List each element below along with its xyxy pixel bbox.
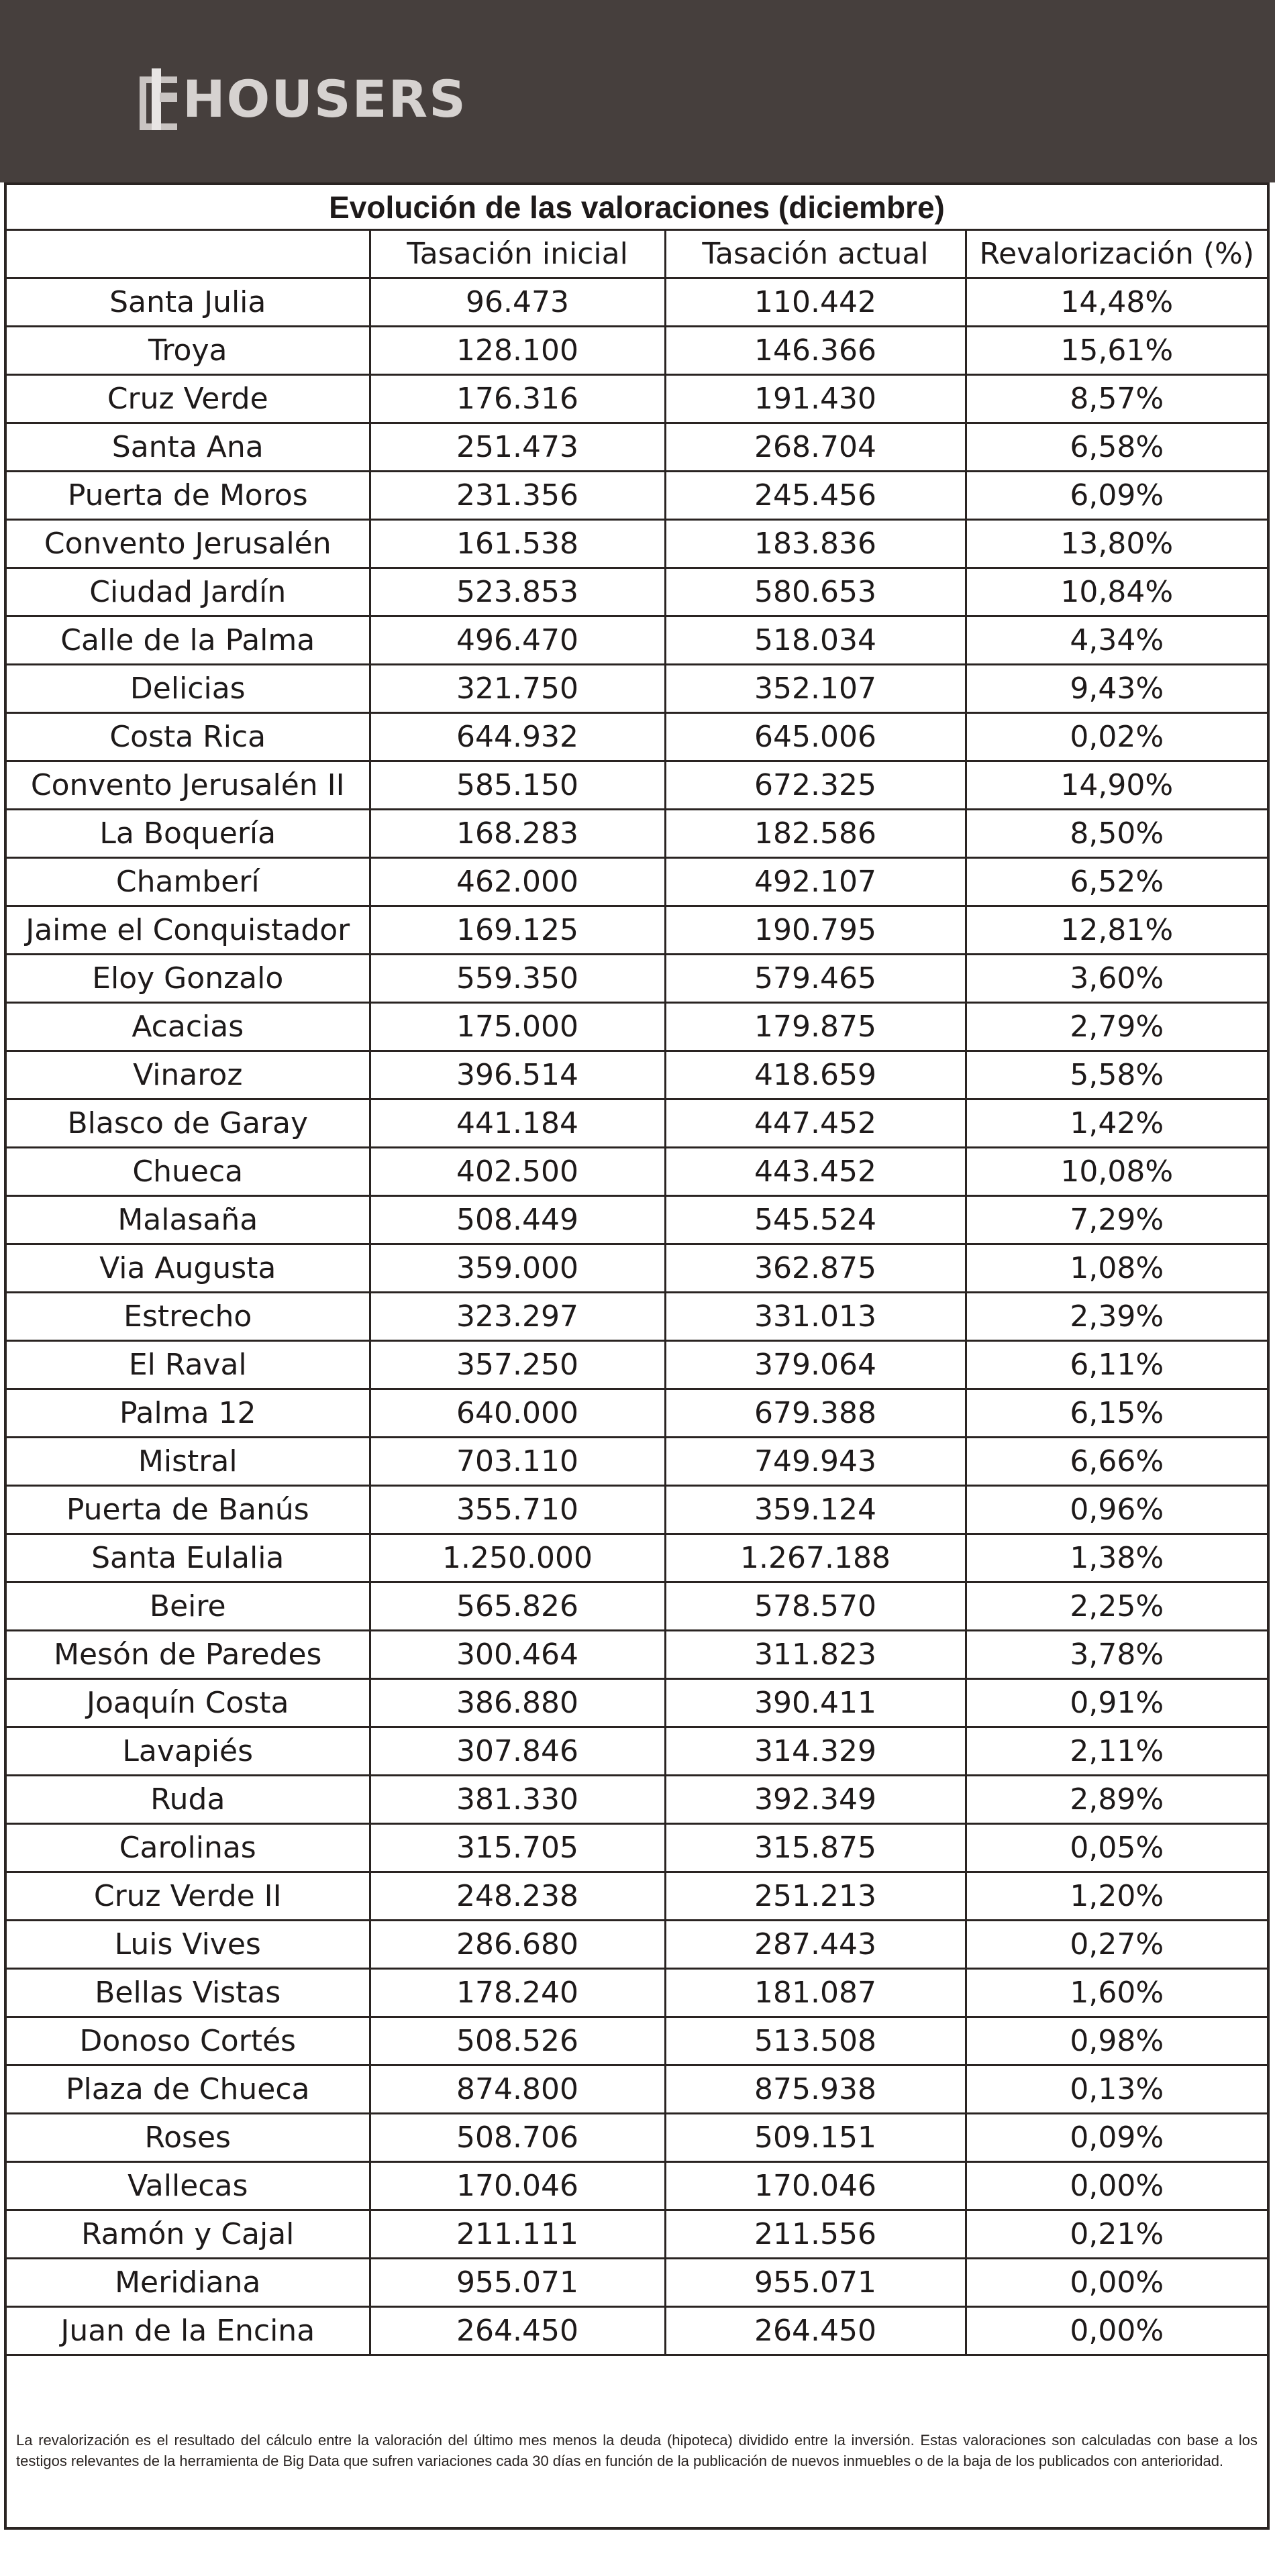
current-valuation-cell: 443.452 — [665, 1148, 966, 1196]
table-row — [7, 1341, 1267, 1389]
property-name-cell: Plaza de Chueca — [7, 2065, 370, 2114]
table-row — [7, 1872, 1267, 1921]
current-valuation-cell: 191.430 — [665, 375, 966, 423]
property-name-cell: Ramón y Cajal — [7, 2210, 370, 2259]
revaluation-cell: 4,34% — [966, 616, 1267, 665]
property-name-cell: Convento Jerusalén II — [7, 761, 370, 810]
table-row — [7, 2114, 1267, 2162]
initial-valuation-cell: 161.538 — [370, 520, 665, 568]
revaluation-cell: 1,38% — [966, 1534, 1267, 1582]
revaluation-cell: 9,43% — [966, 665, 1267, 713]
current-valuation-cell: 679.388 — [665, 1389, 966, 1438]
initial-valuation-cell: 248.238 — [370, 1872, 665, 1921]
property-name-cell: Via Augusta — [7, 1244, 370, 1293]
current-valuation-cell: 392.349 — [665, 1776, 966, 1824]
initial-valuation-cell: 1.250.000 — [370, 1534, 665, 1582]
table-row — [7, 1051, 1267, 1099]
revaluation-cell: 1,60% — [966, 1969, 1267, 2017]
current-valuation-cell: 359.124 — [665, 1486, 966, 1534]
property-name-cell: Beire — [7, 1582, 370, 1631]
current-valuation-cell: 955.071 — [665, 2259, 966, 2307]
initial-valuation-cell: 508.526 — [370, 2017, 665, 2065]
initial-valuation-cell: 357.250 — [370, 1341, 665, 1389]
initial-valuation-cell: 523.853 — [370, 568, 665, 616]
table-row — [7, 375, 1267, 423]
table-row — [7, 1776, 1267, 1824]
initial-valuation-cell: 355.710 — [370, 1486, 665, 1534]
initial-valuation-cell: 169.125 — [370, 906, 665, 955]
property-name-cell: La Boquería — [7, 810, 370, 858]
table-row — [7, 1969, 1267, 2017]
revaluation-cell: 12,81% — [966, 906, 1267, 955]
current-valuation-cell: 314.329 — [665, 1727, 966, 1776]
table-title: Evolución de las valoraciones (diciembre) — [7, 185, 1267, 231]
initial-valuation-cell: 170.046 — [370, 2162, 665, 2210]
table-row — [7, 1534, 1267, 1582]
current-valuation-cell: 179.875 — [665, 1003, 966, 1051]
revaluation-cell: 2,89% — [966, 1776, 1267, 1824]
initial-valuation-cell: 441.184 — [370, 1099, 665, 1148]
table-row — [7, 327, 1267, 375]
initial-valuation-cell: 168.283 — [370, 810, 665, 858]
table-header-row — [7, 231, 1267, 278]
initial-valuation-cell: 128.100 — [370, 327, 665, 375]
current-valuation-cell: 578.570 — [665, 1582, 966, 1631]
revaluation-cell: 15,61% — [966, 327, 1267, 375]
current-valuation-cell: 447.452 — [665, 1099, 966, 1148]
property-name-cell: Juan de la Encina — [7, 2307, 370, 2355]
initial-valuation-cell: 251.473 — [370, 423, 665, 472]
table-row — [7, 568, 1267, 616]
property-name-cell: Cruz Verde — [7, 375, 370, 423]
table-row — [7, 810, 1267, 858]
revaluation-cell: 0,27% — [966, 1921, 1267, 1969]
property-name-cell: Puerta de Moros — [7, 472, 370, 520]
property-name-cell: Santa Julia — [7, 278, 370, 327]
table-row — [7, 1679, 1267, 1727]
revaluation-cell: 8,57% — [966, 375, 1267, 423]
revaluation-cell: 7,29% — [966, 1196, 1267, 1244]
table-body — [7, 278, 1267, 2355]
table-row — [7, 423, 1267, 472]
revaluation-cell: 2,39% — [966, 1293, 1267, 1341]
initial-valuation-cell: 559.350 — [370, 955, 665, 1003]
property-name-cell: Lavapiés — [7, 1727, 370, 1776]
table-row — [7, 1582, 1267, 1631]
current-valuation-cell: 331.013 — [665, 1293, 966, 1341]
current-valuation-cell: 182.586 — [665, 810, 966, 858]
table-row — [7, 1486, 1267, 1534]
property-name-cell: Delicias — [7, 665, 370, 713]
footnote: La revalorización es el resultado del cálculo entre la valoración del último mes menos la deuda (hipoteca) dividido entre la inversión. Estas valoraciones son calculadas con base a los testigos relevantes de la herramienta de Big Data que sufren variaciones cada 30 días en función de la publicación de nuevos inmuebles o de la baja de los publicados con anterioridad. — [16, 2432, 1258, 2469]
initial-valuation-cell: 231.356 — [370, 472, 665, 520]
revaluation-cell: 6,52% — [966, 858, 1267, 906]
revaluation-cell: 0,98% — [966, 2017, 1267, 2065]
table-row — [7, 906, 1267, 955]
table-row — [7, 2017, 1267, 2065]
initial-valuation-cell: 462.000 — [370, 858, 665, 906]
property-name-cell: Santa Ana — [7, 423, 370, 472]
current-valuation-cell: 287.443 — [665, 1921, 966, 1969]
property-name-cell: El Raval — [7, 1341, 370, 1389]
column-header-current-valuation: Tasación actual — [665, 231, 966, 278]
revaluation-cell: 3,60% — [966, 955, 1267, 1003]
property-name-cell: Vinaroz — [7, 1051, 370, 1099]
header-banner — [0, 0, 1275, 182]
current-valuation-cell: 672.325 — [665, 761, 966, 810]
revaluation-cell: 0,00% — [966, 2307, 1267, 2355]
revaluation-cell: 6,58% — [966, 423, 1267, 472]
current-valuation-cell: 251.213 — [665, 1872, 966, 1921]
revaluation-cell: 0,05% — [966, 1824, 1267, 1872]
valuations-table-frame — [4, 182, 1270, 2530]
initial-valuation-cell: 300.464 — [370, 1631, 665, 1679]
initial-valuation-cell: 396.514 — [370, 1051, 665, 1099]
current-valuation-cell: 146.366 — [665, 327, 966, 375]
property-name-cell: Jaime el Conquistador — [7, 906, 370, 955]
current-valuation-cell: 170.046 — [665, 2162, 966, 2210]
current-valuation-cell: 110.442 — [665, 278, 966, 327]
initial-valuation-cell: 508.449 — [370, 1196, 665, 1244]
revaluation-cell: 6,09% — [966, 472, 1267, 520]
revaluation-cell: 13,80% — [966, 520, 1267, 568]
property-name-cell: Estrecho — [7, 1293, 370, 1341]
table-row — [7, 1244, 1267, 1293]
current-valuation-cell: 352.107 — [665, 665, 966, 713]
table-row — [7, 520, 1267, 568]
revaluation-cell: 14,90% — [966, 761, 1267, 810]
revaluation-cell: 10,84% — [966, 568, 1267, 616]
property-name-cell: Joaquín Costa — [7, 1679, 370, 1727]
table-row — [7, 1727, 1267, 1776]
revaluation-cell: 0,13% — [966, 2065, 1267, 2114]
property-name-cell: Carolinas — [7, 1824, 370, 1872]
current-valuation-cell: 268.704 — [665, 423, 966, 472]
initial-valuation-cell: 496.470 — [370, 616, 665, 665]
property-name-cell: Meridiana — [7, 2259, 370, 2307]
current-valuation-cell: 183.836 — [665, 520, 966, 568]
table-row — [7, 1099, 1267, 1148]
initial-valuation-cell: 178.240 — [370, 1969, 665, 2017]
current-valuation-cell: 362.875 — [665, 1244, 966, 1293]
initial-valuation-cell: 211.111 — [370, 2210, 665, 2259]
property-name-cell: Puerta de Banús — [7, 1486, 370, 1534]
initial-valuation-cell: 307.846 — [370, 1727, 665, 1776]
property-name-cell: Malasaña — [7, 1196, 370, 1244]
revaluation-cell: 14,48% — [966, 278, 1267, 327]
property-name-cell: Troya — [7, 327, 370, 375]
revaluation-cell: 0,02% — [966, 713, 1267, 761]
property-name-cell: Convento Jerusalén — [7, 520, 370, 568]
property-name-cell: Mistral — [7, 1438, 370, 1486]
current-valuation-cell: 379.064 — [665, 1341, 966, 1389]
initial-valuation-cell: 96.473 — [370, 278, 665, 327]
initial-valuation-cell: 264.450 — [370, 2307, 665, 2355]
revaluation-cell: 2,79% — [966, 1003, 1267, 1051]
table-row — [7, 1921, 1267, 1969]
initial-valuation-cell: 565.826 — [370, 1582, 665, 1631]
revaluation-cell: 0,00% — [966, 2259, 1267, 2307]
table-row — [7, 955, 1267, 1003]
revaluation-cell: 1,42% — [966, 1099, 1267, 1148]
revaluation-cell: 6,11% — [966, 1341, 1267, 1389]
column-header-initial-valuation: Tasación inicial — [370, 231, 665, 278]
initial-valuation-cell: 644.932 — [370, 713, 665, 761]
current-valuation-cell: 1.267.188 — [665, 1534, 966, 1582]
revaluation-cell: 0,09% — [966, 2114, 1267, 2162]
revaluation-cell: 2,11% — [966, 1727, 1267, 1776]
property-name-cell: Ruda — [7, 1776, 370, 1824]
current-valuation-cell: 749.943 — [665, 1438, 966, 1486]
revaluation-cell: 5,58% — [966, 1051, 1267, 1099]
current-valuation-cell: 181.087 — [665, 1969, 966, 2017]
current-valuation-cell: 509.151 — [665, 2114, 966, 2162]
property-name-cell: Blasco de Garay — [7, 1099, 370, 1148]
initial-valuation-cell: 874.800 — [370, 2065, 665, 2114]
table-row — [7, 1438, 1267, 1486]
initial-valuation-cell: 315.705 — [370, 1824, 665, 1872]
initial-valuation-cell: 640.000 — [370, 1389, 665, 1438]
table-row — [7, 616, 1267, 665]
table-row — [7, 2065, 1267, 2114]
revaluation-cell: 3,78% — [966, 1631, 1267, 1679]
table-row — [7, 2307, 1267, 2355]
property-name-cell: Santa Eulalia — [7, 1534, 370, 1582]
current-valuation-cell: 211.556 — [665, 2210, 966, 2259]
valuations-table — [7, 231, 1267, 2356]
initial-valuation-cell: 286.680 — [370, 1921, 665, 1969]
property-name-cell: Acacias — [7, 1003, 370, 1051]
table-row — [7, 1631, 1267, 1679]
current-valuation-cell: 390.411 — [665, 1679, 966, 1727]
initial-valuation-cell: 955.071 — [370, 2259, 665, 2307]
table-row — [7, 1389, 1267, 1438]
revaluation-cell: 1,20% — [966, 1872, 1267, 1921]
initial-valuation-cell: 508.706 — [370, 2114, 665, 2162]
table-row — [7, 2162, 1267, 2210]
table-row — [7, 2259, 1267, 2307]
current-valuation-cell: 245.456 — [665, 472, 966, 520]
table-row — [7, 1196, 1267, 1244]
current-valuation-cell: 264.450 — [665, 2307, 966, 2355]
property-name-cell: Mesón de Paredes — [7, 1631, 370, 1679]
brand-name: HOUSERS — [183, 69, 467, 129]
table-row — [7, 278, 1267, 327]
current-valuation-cell: 513.508 — [665, 2017, 966, 2065]
revaluation-cell: 0,96% — [966, 1486, 1267, 1534]
property-name-cell: Luis Vives — [7, 1921, 370, 1969]
initial-valuation-cell: 359.000 — [370, 1244, 665, 1293]
revaluation-cell: 1,08% — [966, 1244, 1267, 1293]
initial-valuation-cell: 321.750 — [370, 665, 665, 713]
current-valuation-cell: 315.875 — [665, 1824, 966, 1872]
housers-logo — [140, 66, 467, 133]
revaluation-cell: 2,25% — [966, 1582, 1267, 1631]
initial-valuation-cell: 323.297 — [370, 1293, 665, 1341]
table-row — [7, 761, 1267, 810]
property-name-cell: Donoso Cortés — [7, 2017, 370, 2065]
current-valuation-cell: 518.034 — [665, 616, 966, 665]
property-name-cell: Vallecas — [7, 2162, 370, 2210]
current-valuation-cell: 418.659 — [665, 1051, 966, 1099]
property-name-cell: Ciudad Jardín — [7, 568, 370, 616]
revaluation-cell: 0,91% — [966, 1679, 1267, 1727]
current-valuation-cell: 875.938 — [665, 2065, 966, 2114]
initial-valuation-cell: 703.110 — [370, 1438, 665, 1486]
revaluation-cell: 0,00% — [966, 2162, 1267, 2210]
current-valuation-cell: 190.795 — [665, 906, 966, 955]
property-name-cell: Roses — [7, 2114, 370, 2162]
property-name-cell: Chueca — [7, 1148, 370, 1196]
property-name-cell: Eloy Gonzalo — [7, 955, 370, 1003]
table-row — [7, 1148, 1267, 1196]
initial-valuation-cell: 585.150 — [370, 761, 665, 810]
revaluation-cell: 8,50% — [966, 810, 1267, 858]
initial-valuation-cell: 381.330 — [370, 1776, 665, 1824]
initial-valuation-cell: 402.500 — [370, 1148, 665, 1196]
current-valuation-cell: 645.006 — [665, 713, 966, 761]
property-name-cell: Chamberí — [7, 858, 370, 906]
current-valuation-cell: 580.653 — [665, 568, 966, 616]
revaluation-cell: 6,66% — [966, 1438, 1267, 1486]
column-header-revaluation: Revalorización (%) — [966, 231, 1267, 278]
property-name-cell: Calle de la Palma — [7, 616, 370, 665]
property-name-cell: Palma 12 — [7, 1389, 370, 1438]
initial-valuation-cell: 175.000 — [370, 1003, 665, 1051]
table-row — [7, 858, 1267, 906]
table-row — [7, 1824, 1267, 1872]
table-row — [7, 1003, 1267, 1051]
property-name-cell: Costa Rica — [7, 713, 370, 761]
table-row — [7, 665, 1267, 713]
column-header-property — [7, 231, 370, 278]
property-name-cell: Bellas Vistas — [7, 1969, 370, 2017]
table-row — [7, 472, 1267, 520]
revaluation-cell: 0,21% — [966, 2210, 1267, 2259]
table-row — [7, 2210, 1267, 2259]
building-logo-icon — [140, 68, 180, 130]
initial-valuation-cell: 386.880 — [370, 1679, 665, 1727]
current-valuation-cell: 311.823 — [665, 1631, 966, 1679]
table-row — [7, 1293, 1267, 1341]
current-valuation-cell: 545.524 — [665, 1196, 966, 1244]
table-row — [7, 713, 1267, 761]
property-name-cell: Cruz Verde II — [7, 1872, 370, 1921]
current-valuation-cell: 579.465 — [665, 955, 966, 1003]
initial-valuation-cell: 176.316 — [370, 375, 665, 423]
current-valuation-cell: 492.107 — [665, 858, 966, 906]
revaluation-cell: 6,15% — [966, 1389, 1267, 1438]
revaluation-cell: 10,08% — [966, 1148, 1267, 1196]
